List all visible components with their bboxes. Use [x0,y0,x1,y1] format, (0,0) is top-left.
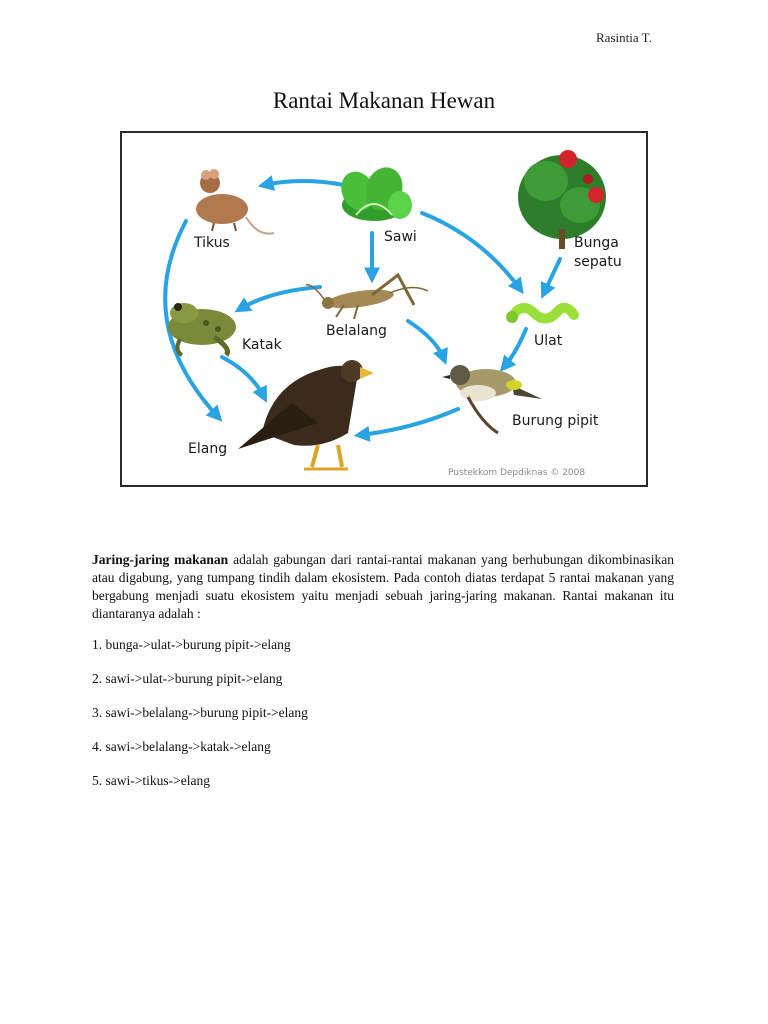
list-item: 4. sawi->belalang->katak->elang [92,739,271,754]
label-sawi: Sawi [384,229,417,245]
image-credit: Pustekkom Depdiknas © 2008 [448,468,586,478]
caterpillar-icon [506,308,574,323]
mustard-greens-icon [335,162,412,221]
label-katak: Katak [242,337,282,353]
label-sepatu: sepatu [574,254,622,270]
label-ulat: Ulat [534,333,563,349]
arrow-belalang-to-burung-pipit [408,321,444,359]
label-burung-pipit: Burung pipit [512,413,599,429]
arrow-sawi-to-tikus [264,181,344,185]
arrow-ulat-to-burung-pipit [504,329,526,367]
mouse-icon [196,169,274,234]
arrow-belalang-to-katak [240,287,320,309]
food-web-diagram [122,133,646,485]
list-item: 5. sawi->tikus->elang [92,773,210,788]
arrow-katak-to-elang [222,357,264,397]
frog-icon [168,303,236,355]
body-paragraph [92,551,674,623]
eagle-icon [238,360,374,469]
food-chain-list [92,636,308,806]
paragraph-text: adalah gabungan dari rantai-rantai makanan yang berhubungan dikombinasikan atau digabung, yang tumpang tindih dalam ekosistem. Pada contoh diatas terdapat 5 rantai makanan yang bergabung menjadi suatu ekosistem yaitu menjadi sebuah jaring-jaring makanan. Rantai makanan itu diantaranya adalah : [92,552,674,621]
arrow-bunga-to-ulat [544,259,560,293]
author-name: Rasintia T. [596,30,652,45]
arrow-sawi-to-ulat [422,213,520,289]
grasshopper-icon [306,275,428,319]
list-item: 3. sawi->belalang->burung pipit->elang [92,705,308,720]
label-bunga: Bunga [574,235,619,251]
list-item: 2. sawi->ulat->burung pipit->elang [92,671,283,686]
label-belalang: Belalang [326,323,387,339]
page-title: Rantai Makanan Hewan [272,88,496,113]
food-web-figure [120,131,648,487]
label-elang: Elang [188,441,228,457]
arrow-burung-pipit-to-elang [360,409,458,435]
label-tikus: Tikus [194,235,230,251]
list-item: 1. bunga->ulat->burung pipit->elang [92,637,291,652]
lead-term: Jaring-jaring makanan [92,552,229,567]
